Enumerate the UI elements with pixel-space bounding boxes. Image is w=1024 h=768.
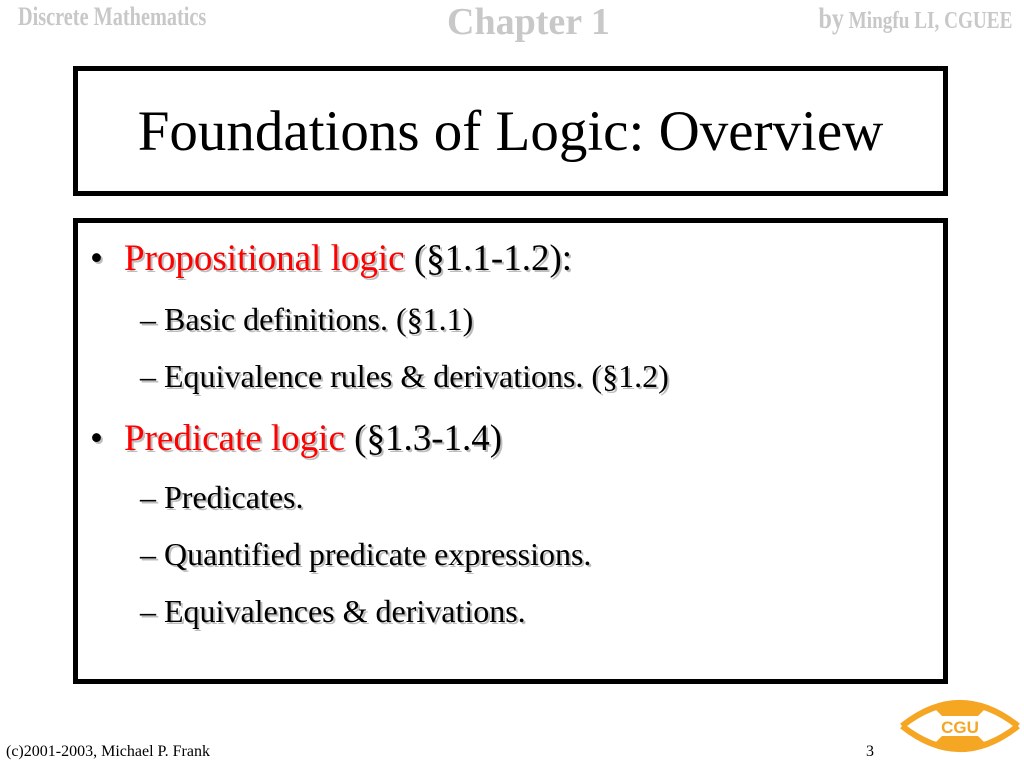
bullet-item-propositional-logic: [90, 237, 572, 280]
header-author-name: Mingfu LI, CGUEE: [848, 8, 1012, 34]
logo-text: CGU: [941, 718, 979, 737]
header-author-by: by: [818, 2, 844, 35]
slide-title: Foundations of Logic: Overview: [137, 99, 884, 163]
subitem-predicates: – Predicates.: [140, 479, 304, 515]
subitem-equivalence-rules: – Equivalence rules & derivations. (§1.2): [140, 358, 669, 394]
bullet-rest: (§1.3-1.4): [344, 418, 503, 459]
bullet-icon: •: [90, 418, 103, 459]
bullet-icon: •: [90, 238, 103, 279]
cgu-logo-icon: [898, 686, 1022, 766]
footer-copyright: (c)2001-2003, Michael P. Frank: [6, 743, 210, 760]
bullet-highlight: Propositional logic: [124, 238, 405, 279]
bullet-rest: (§1.1-1.2):: [404, 238, 573, 279]
subitem-equivalences-derivations: – Equivalences & derivations.: [140, 593, 526, 629]
header-chapter: Chapter 1: [447, 1, 610, 43]
subitem-quantified-predicate-expressions: – Quantified predicate expressions.: [140, 536, 592, 572]
subitem-basic-definitions: – Basic definitions. (§1.1): [140, 301, 474, 337]
page-number: 3: [866, 743, 874, 760]
bullet-list: [78, 223, 943, 679]
bullet-item-predicate-logic: [90, 417, 502, 460]
header-course-name: Discrete Mathematics: [18, 2, 207, 31]
bullet-highlight: Predicate logic: [124, 418, 345, 459]
content-box: [73, 218, 948, 684]
title-box: [73, 66, 948, 196]
header-author: [818, 2, 1012, 36]
